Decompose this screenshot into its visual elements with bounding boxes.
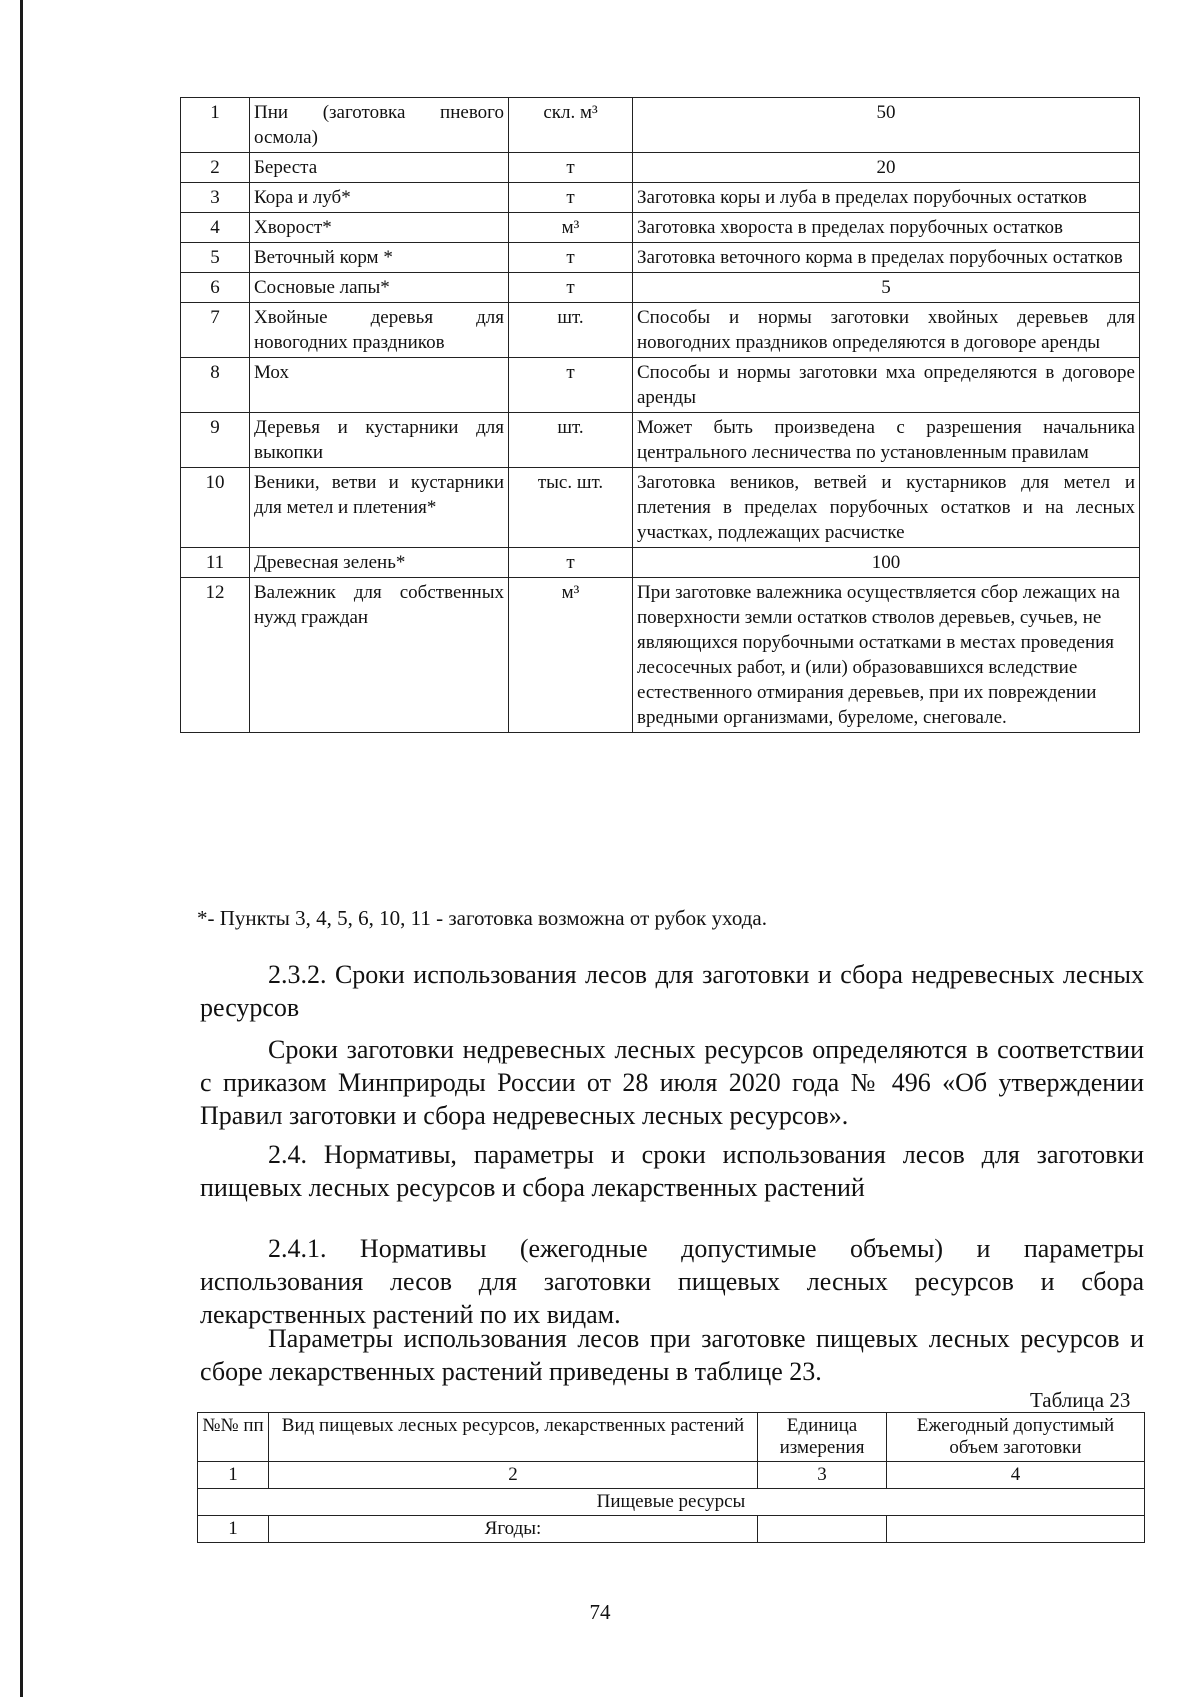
header-number: №№ пп — [198, 1413, 269, 1462]
forest-resources-table — [180, 97, 1140, 733]
norm-value: 5 — [633, 273, 1140, 303]
table-row — [181, 153, 1140, 183]
annual-volume — [887, 1516, 1145, 1543]
row-number: 7 — [181, 303, 250, 358]
header-annual-volume: Ежегодный допустимый объем заготовки — [887, 1413, 1145, 1462]
table-row — [181, 548, 1140, 578]
norm-value: Заготовка веточного корма в пределах порубочных остатков — [633, 243, 1140, 273]
paragraph-harvest-terms: Сроки заготовки недревесных лесных ресурсов определяются в соответствии с приказом Минприроды России от 28 июля 2020 года № 496 «Об утверждении Правил заготовки и сбора недревесных лесных ресурсов». — [200, 1035, 1144, 1130]
resource-name: Сосновые лапы* — [250, 273, 509, 303]
header-resource-type: Вид пищевых лесных ресурсов, лекарственных растений — [269, 1413, 758, 1462]
unit: шт. — [509, 413, 633, 468]
norm-value: Может быть произведена с разрешения начальника центрального лесничества по установленным правилам — [633, 413, 1140, 468]
row-number: 10 — [181, 468, 250, 548]
unit: шт. — [509, 303, 633, 358]
row-number: 8 — [181, 358, 250, 413]
resource-name: Древесная зелень* — [250, 548, 509, 578]
paragraph-table-reference: Параметры использования лесов при заготовке пищевых лесных ресурсов и сборе лекарственных растений приведены в таблице 23. — [200, 1324, 1144, 1386]
row-number: 12 — [181, 578, 250, 733]
section-row — [198, 1489, 1145, 1516]
unit: т — [509, 358, 633, 413]
table-row — [181, 183, 1140, 213]
column-number: 2 — [269, 1462, 758, 1489]
page-number: 74 — [589, 1600, 611, 1624]
row-number: 1 — [181, 98, 250, 153]
norm-value: Способы и нормы заготовки мха определяются в договоре аренды — [633, 358, 1140, 413]
resource-name: Кора и луб* — [250, 183, 509, 213]
table-row — [181, 358, 1140, 413]
table-row — [181, 213, 1140, 243]
food-resources-table — [197, 1412, 1145, 1543]
table-row — [181, 578, 1140, 733]
scan-edge-line — [20, 0, 23, 1697]
column-number: 1 — [198, 1462, 269, 1489]
unit: т — [509, 153, 633, 183]
unit: м³ — [509, 213, 633, 243]
column-number: 3 — [758, 1462, 887, 1489]
table-row — [181, 243, 1140, 273]
row-number: 5 — [181, 243, 250, 273]
norm-value: 20 — [633, 153, 1140, 183]
table-row — [181, 303, 1140, 358]
column-number: 4 — [887, 1462, 1145, 1489]
table-footnote: *- Пункты 3, 4, 5, 6, 10, 11 - заготовка возможна от рубок ухода. — [197, 906, 767, 930]
section-heading-2-4-1: 2.4.1. Нормативы (ежегодные допустимые объемы) и параметры использования лесов для заготовки пищевых лесных ресурсов и сбора лекарственных растений по их видам. — [200, 1234, 1144, 1329]
section-label: Пищевые ресурсы — [198, 1489, 1145, 1516]
resource-name: Валежник для собственных нужд граждан — [250, 578, 509, 733]
resource-name: Ягоды: — [269, 1516, 758, 1543]
norm-value: 100 — [633, 548, 1140, 578]
row-number: 9 — [181, 413, 250, 468]
unit: т — [509, 273, 633, 303]
section-heading-2-4: 2.4. Нормативы, параметры и сроки использования лесов для заготовки пищевых лесных ресурсов и сбора лекарственных растений — [200, 1140, 1144, 1202]
table-row — [181, 273, 1140, 303]
norm-value: Способы и нормы заготовки хвойных деревьев для новогодних праздников определяются в договоре аренды — [633, 303, 1140, 358]
row-number: 4 — [181, 213, 250, 243]
norm-value: Заготовка коры и луба в пределах порубочных остатков — [633, 183, 1140, 213]
resource-name: Береста — [250, 153, 509, 183]
row-number: 6 — [181, 273, 250, 303]
resource-name: Деревья и кустарники для выкопки — [250, 413, 509, 468]
unit — [758, 1516, 887, 1543]
norm-value: Заготовка веников, ветвей и кустарников для метел и плетения в пределах порубочных остатков и на лесных участках, подлежащих расчистке — [633, 468, 1140, 548]
unit: т — [509, 183, 633, 213]
row-number: 11 — [181, 548, 250, 578]
table-row — [181, 413, 1140, 468]
norm-value: При заготовке валежника осуществляется сбор лежащих на поверхности земли остатков стволов деревьев, сучьев, не являющихся порубочными остатками в местах проведения лесосечных работ, и (или) образовавшихся вследствие естественного отмирания деревьев, при их повреждении вредными организмами, буреломе, снеговале. — [633, 578, 1140, 733]
table-row — [198, 1516, 1145, 1543]
row-number: 2 — [181, 153, 250, 183]
table-row — [181, 468, 1140, 548]
norm-value: Заготовка хвороста в пределах порубочных остатков — [633, 213, 1140, 243]
row-number: 3 — [181, 183, 250, 213]
table-row — [181, 98, 1140, 153]
resource-name: Хворост* — [250, 213, 509, 243]
resource-name: Пни (заготовка пневого осмола) — [250, 98, 509, 153]
unit: скл. м³ — [509, 98, 633, 153]
row-number: 1 — [198, 1516, 269, 1543]
resource-name: Хвойные деревья для новогодних праздников — [250, 303, 509, 358]
unit: м³ — [509, 578, 633, 733]
resource-name: Веточный корм * — [250, 243, 509, 273]
table-caption: Таблица 23 — [1030, 1388, 1131, 1412]
unit: т — [509, 548, 633, 578]
resource-name: Веники, ветви и кустарники для метел и плетения* — [250, 468, 509, 548]
resource-name: Мох — [250, 358, 509, 413]
norm-value: 50 — [633, 98, 1140, 153]
column-number-row — [198, 1462, 1145, 1489]
section-heading-2-3-2: 2.3.2. Сроки использования лесов для заготовки и сбора недревесных лесных ресурсов — [200, 960, 1144, 1022]
header-unit: Единица измерения — [758, 1413, 887, 1462]
table-header-row — [198, 1413, 1145, 1462]
unit: тыс. шт. — [509, 468, 633, 548]
unit: т — [509, 243, 633, 273]
